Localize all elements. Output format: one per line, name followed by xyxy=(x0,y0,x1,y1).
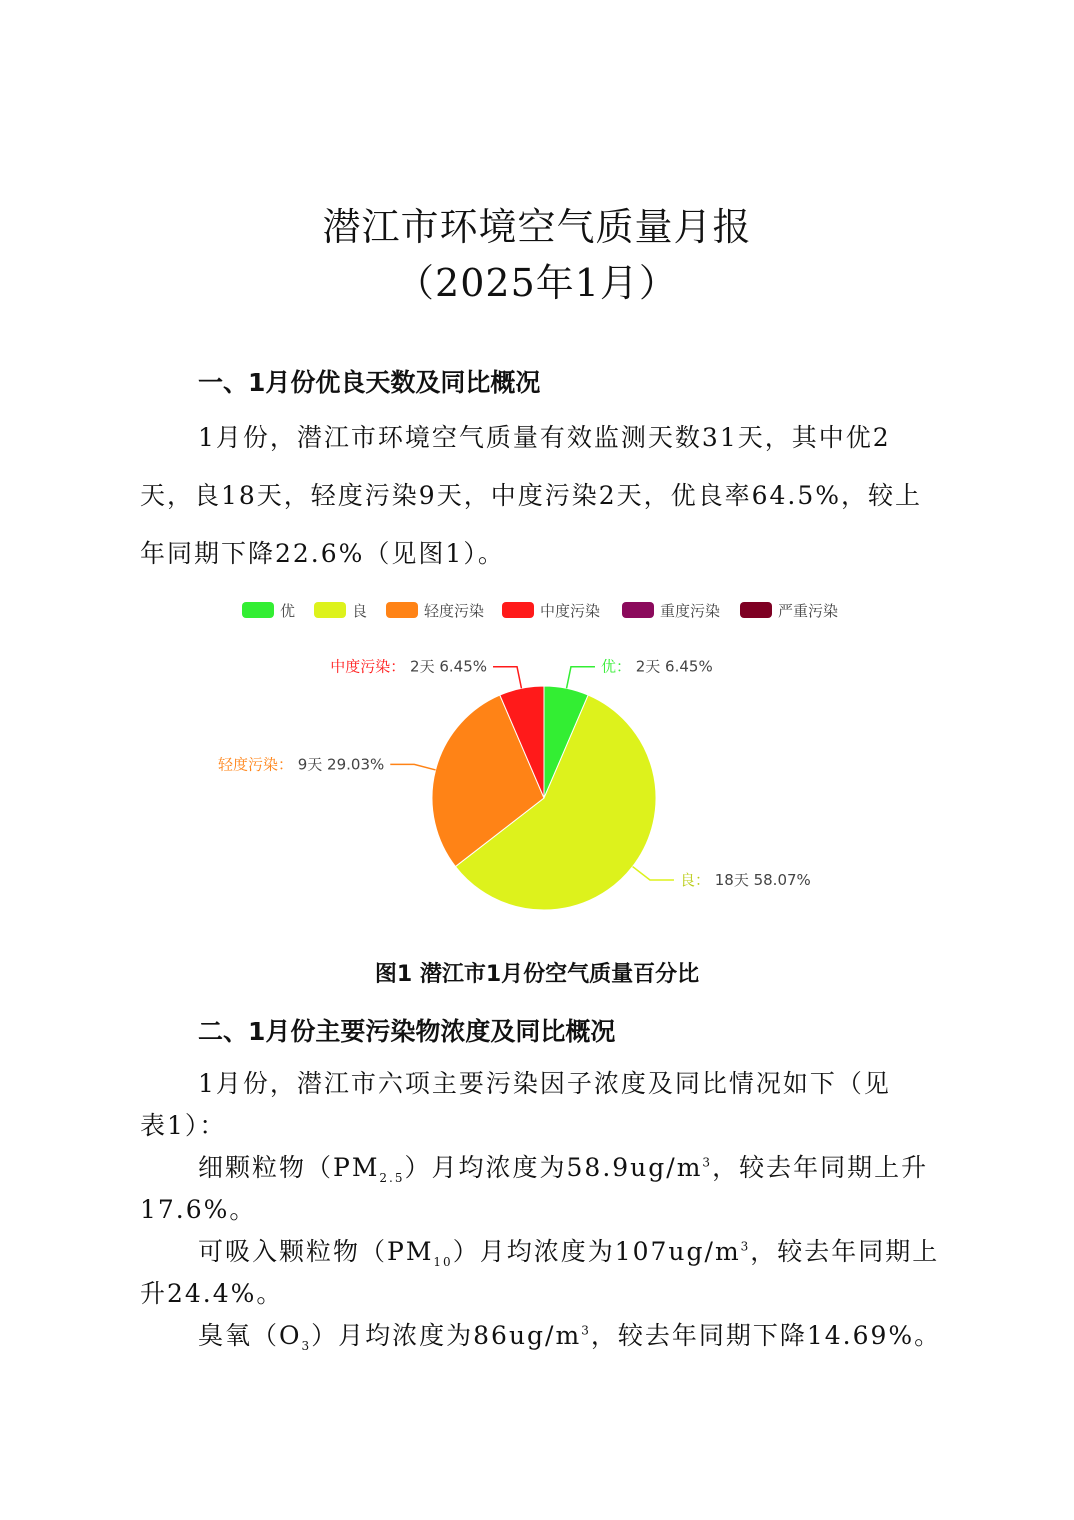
o3-line xyxy=(198,1316,941,1353)
slice-label xyxy=(330,658,487,676)
pm25-cont: 17.6%。 xyxy=(140,1195,257,1224)
slice-label xyxy=(218,755,384,773)
section2-intro-line1: 1月份，潜江市六项主要污染因子浓度及同比情况如下（见 xyxy=(198,1069,891,1098)
slice-label-name: 中度污染： xyxy=(330,657,411,676)
pm10-sub: 10 xyxy=(433,1255,453,1269)
pie-slices xyxy=(432,686,656,910)
pm25-suffix: ，较去年同期上升 xyxy=(712,1153,929,1182)
leader-line xyxy=(390,764,435,770)
slice-label-name: 优： xyxy=(600,657,636,676)
legend-label: 良 xyxy=(352,602,368,620)
pm10-line xyxy=(198,1232,939,1269)
pm25-line xyxy=(198,1148,928,1185)
legend-swatch xyxy=(386,602,418,618)
o3-sup: 3 xyxy=(581,1323,591,1338)
figure-caption: 图1 潜江市1月份空气质量百分比 xyxy=(374,962,700,987)
slice-label-name: 良： xyxy=(679,871,715,890)
pm10-mid: ）月均浓度为107ug/m xyxy=(452,1237,741,1266)
legend-swatch xyxy=(502,602,534,618)
doc-subtitle: （2025年1月） xyxy=(396,261,678,305)
slice-label-value: 2天 6.45% xyxy=(410,657,488,676)
legend-label: 中度污染 xyxy=(540,602,601,620)
slice-label-name: 轻度污染： xyxy=(217,755,298,774)
leader-line xyxy=(567,667,595,689)
leader-line xyxy=(633,867,674,880)
pm25-sub: 2.5 xyxy=(379,1171,405,1185)
pm10-sup: 3 xyxy=(740,1239,751,1254)
slice-label-value: 9天 29.03% xyxy=(297,755,385,774)
legend-swatch xyxy=(740,602,772,618)
o3-mid: ）月均浓度为86ug/m xyxy=(311,1321,582,1350)
pm10-cont: 升24.4%。 xyxy=(140,1279,284,1308)
o3-prefix: 臭氧（O xyxy=(198,1321,302,1350)
doc-title: 潜江市环境空气质量月报 xyxy=(322,205,752,249)
slice-label xyxy=(601,658,713,676)
pm25-mid: ）月均浓度为58.9ug/m xyxy=(404,1153,703,1182)
slice-label-value: 2天 6.45% xyxy=(635,657,713,676)
air-quality-pie-chart xyxy=(210,590,870,920)
slice-label xyxy=(680,871,811,889)
section1-paragraph: 1月份，潜江市环境空气质量有效监测天数31天，其中优2天，良18天，轻度污染9天，中度污染2天，优良率64.5%，较上年同期下降22.6%（见图1）。 xyxy=(140,423,923,568)
o3-sub: 3 xyxy=(301,1339,312,1353)
leader-line xyxy=(493,667,521,689)
legend-swatch xyxy=(622,602,654,618)
pm10-prefix: 可吸入颗粒物（PM xyxy=(198,1237,434,1266)
legend-label: 优 xyxy=(280,602,296,620)
legend-label: 轻度污染 xyxy=(424,602,485,620)
chart-legend xyxy=(242,602,838,620)
pm25-sup: 3 xyxy=(702,1155,713,1170)
section2-heading: 二、1月份主要污染物浓度及同比概况 xyxy=(198,1017,616,1046)
legend-swatch xyxy=(242,602,274,618)
slice-label-value: 18天 58.07% xyxy=(714,871,811,890)
pm10-suffix: ，较去年同期上 xyxy=(750,1237,940,1266)
legend-label: 严重污染 xyxy=(778,602,839,620)
section1-heading: 一、1月份优良天数及同比概况 xyxy=(198,368,541,397)
o3-suffix: ，较去年同期下降14.69%。 xyxy=(590,1321,942,1350)
legend-swatch xyxy=(314,602,346,618)
pm25-prefix: 细颗粒物（PM xyxy=(198,1153,380,1182)
legend-label: 重度污染 xyxy=(660,602,721,620)
section2-intro-line2: 表1）： xyxy=(140,1111,227,1140)
